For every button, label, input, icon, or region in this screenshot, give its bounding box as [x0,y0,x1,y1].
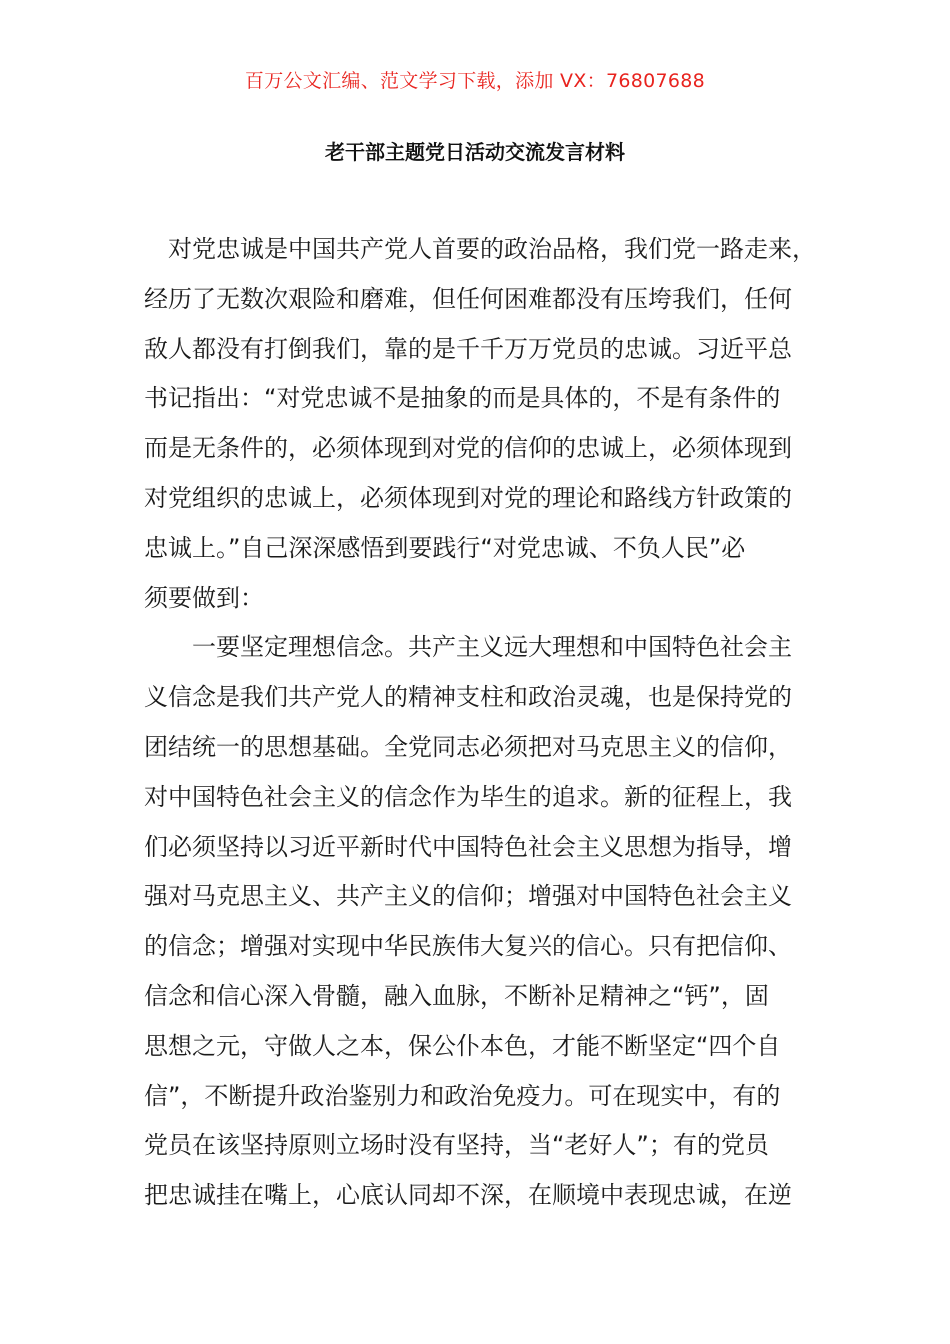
body-line: 一要坚定理想信念。共产主义远大理想和中国特色社会主 [192,633,792,662]
body-line: 对中国特色社会主义的信念作为毕生的追求。新的征程上，我 [144,782,792,811]
body-line: 们必须坚持以习近平新时代中国特色社会主义思想为指导，增 [144,832,792,861]
document-body [144,225,816,1221]
body-line: 党员在该坚持原则立场时没有坚持，当“老好人”；有的党员 [144,1131,769,1160]
body-line: 敌人都没有打倒我们，靠的是千千万万党员的忠诚。习近平总 [144,334,792,363]
body-line: 义信念是我们共产党人的精神支柱和政治灵魂，也是保持党的 [144,683,792,712]
body-line: 把忠诚挂在嘴上，心底认同却不深，在顺境中表现忠诚，在逆 [144,1181,792,1210]
body-line: 经历了无数次艰险和磨难，但任何困难都没有压垮我们，任何 [144,284,792,313]
body-line: 信念和信心深入骨髓，融入血脉，不断补足精神之“钙”，固 [144,981,769,1010]
body-line: 而是无条件的，必须体现到对党的信仰的忠诚上，必须体现到 [144,434,792,463]
body-line: 信”，不断提升政治鉴别力和政治免疫力。可在现实中，有的 [144,1081,781,1110]
document-title: 老干部主题党日活动交流发言材料 [325,140,625,164]
body-line: 团结统一的思想基础。全党同志必须把对马克思主义的信仰， [144,732,792,761]
body-line: 须要做到： [144,583,264,612]
body-line: 思想之元，守做人之本，保公仆本色，才能不断坚定“四个自 [144,1031,781,1060]
body-line: 强对马克思主义、共产主义的信仰；增强对中国特色社会主义 [144,882,792,911]
body-line: 忠诚上。”自己深深感悟到要践行“对党忠诚、不负人民”必 [144,533,746,562]
body-line: 对党组织的忠诚上，必须体现到对党的理论和路线方针政策的 [144,483,792,512]
body-line: 书记指出：“对党忠诚不是抽象的而是具体的，不是有条件的 [144,384,781,413]
header-note: 百万公文汇编、范文学习下载，添加 VX：76807688 [244,70,706,92]
body-line: 的信念；增强对实现中华民族伟大复兴的信心。只有把信仰、 [144,932,792,961]
body-line: 对党忠诚是中国共产党人首要的政治品格，我们党一路走来， [168,235,816,263]
